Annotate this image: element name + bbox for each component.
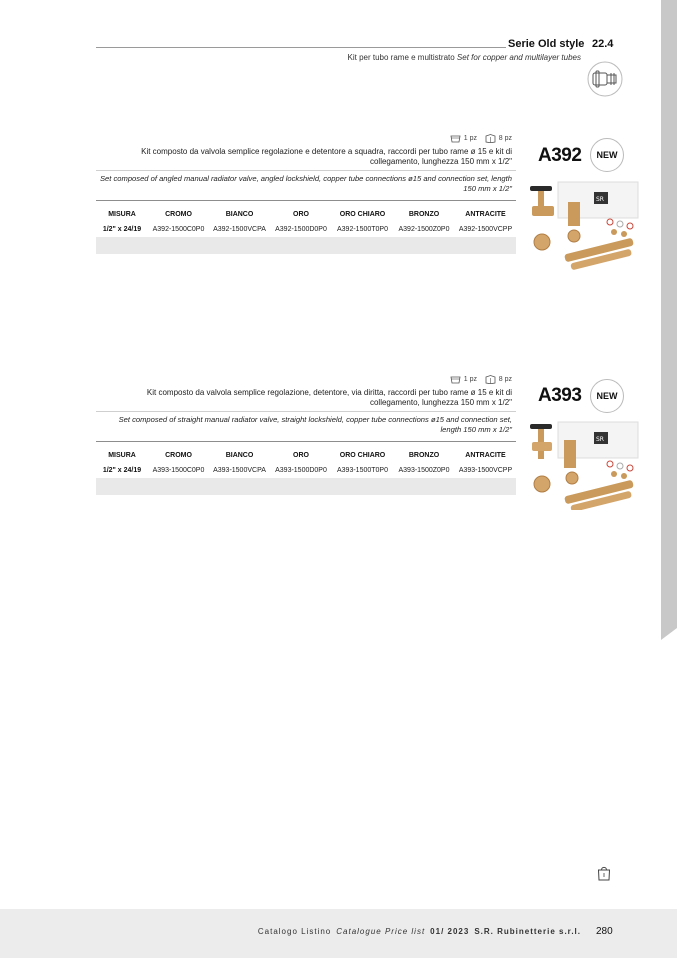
divider <box>96 200 516 201</box>
column-header: CROMO <box>165 452 192 459</box>
table-footer-band <box>96 237 516 254</box>
chapter-side-tab <box>661 0 677 628</box>
subtitle-english: Set for copper and multilayer tubes <box>456 53 581 62</box>
column-header: ANTRACITE <box>465 211 506 218</box>
pipe-fitting-icon <box>587 61 623 97</box>
single-piece-icon <box>450 375 461 384</box>
packaging-info <box>96 373 516 387</box>
article-code-cell: A392-1500T0P0 <box>337 226 388 233</box>
header-rule <box>96 47 506 48</box>
shopping-bag-icon[interactable] <box>597 865 611 881</box>
footer-edition: 01/ 2023 <box>430 927 470 936</box>
single-piece-icon <box>450 134 461 143</box>
table-header-row <box>96 448 516 463</box>
footer-catalog-en: Catalogue Price list <box>336 927 426 936</box>
table-header-row <box>96 207 516 222</box>
column-header: CROMO <box>165 211 192 218</box>
article-code-cell: A393-1500VCPA <box>213 467 266 474</box>
description-english: Set composed of straight manual radiator valve, straight lockshield, copper tube connections ø15 and connection set, length 150 mm x 1/2" <box>118 415 512 434</box>
variant-table <box>96 448 516 478</box>
box-pack-icon <box>485 375 496 384</box>
kit-a392 <box>96 132 516 254</box>
variant-table <box>96 207 516 237</box>
article-code-cell: A393-1500D0P0 <box>275 467 327 474</box>
svg-text:SR: SR <box>596 196 604 203</box>
table-row <box>96 222 516 237</box>
article-code-cell: A392-1500D0P0 <box>275 226 327 233</box>
article-code-cell: A392-1500VCPA <box>213 226 266 233</box>
description-english: Set composed of angled manual radiator valve, angled lockshield, copper tube connections ø15 and connection set, length 150 mm x 1/2" <box>99 174 512 193</box>
column-header: BRONZO <box>408 211 440 218</box>
footer-catalog-it: Catalogo Listino <box>257 927 332 936</box>
column-header: BRONZO <box>408 452 440 459</box>
footer-credits <box>258 927 581 936</box>
new-badge: NEW <box>590 138 624 172</box>
kit-a393 <box>96 373 516 495</box>
article-code-cell: A392-1500VCPP <box>458 226 513 233</box>
article-code-cell: A392-1500C0P0 <box>152 226 205 233</box>
article-code-cell: A393-1500VCPP <box>458 467 513 474</box>
product-code: A393 <box>538 385 582 406</box>
pack-single: 1 pz <box>450 134 477 143</box>
pack-box: 8 pz <box>485 375 512 384</box>
page-footer <box>0 909 677 958</box>
column-header: BIANCO <box>225 211 254 218</box>
pack-single: 1 pz <box>450 375 477 384</box>
size-cell: 1/2" x 24/19 <box>102 467 142 474</box>
series-subtitle <box>348 53 581 62</box>
divider <box>96 411 516 412</box>
product-code: A392 <box>538 145 582 166</box>
divider <box>96 441 516 442</box>
column-header: BIANCO <box>225 452 254 459</box>
new-badge: NEW <box>590 379 624 413</box>
column-header: ORO <box>293 452 309 459</box>
column-header: ANTRACITE <box>465 452 506 459</box>
footer-company: S.R. Rubinetterie s.r.l. <box>474 927 581 936</box>
table-footer-band <box>96 478 516 495</box>
table-row <box>96 463 516 478</box>
divider <box>96 170 516 171</box>
article-code-cell: A392-1500Z0P0 <box>398 226 450 233</box>
series-title: Serie Old style <box>508 38 585 50</box>
article-code-cell: A393-1500Z0P0 <box>398 467 450 474</box>
box-pack-icon <box>485 134 496 143</box>
series-number: 22.4 <box>592 38 614 50</box>
article-code-cell: A393-1500T0P0 <box>337 467 388 474</box>
column-header: ORO CHIARO <box>339 211 386 218</box>
subtitle-italian: Kit per tubo rame e multistrato <box>347 53 455 62</box>
size-cell: 1/2" x 24/19 <box>102 226 142 233</box>
column-header: MISURA <box>108 211 136 218</box>
column-header: MISURA <box>108 452 136 459</box>
svg-text:SR: SR <box>596 436 604 443</box>
pack-box: 8 pz <box>485 134 512 143</box>
packaging-info <box>96 132 516 146</box>
column-header: ORO <box>293 211 309 218</box>
product-image-a393 <box>524 418 644 510</box>
page-number: 280 <box>596 926 613 937</box>
article-code-cell: A393-1500C0P0 <box>152 467 205 474</box>
description-italian: Kit composto da valvola semplice regolazione, detentore, via diritta, raccordi per tubo rame ø 15 e kit di collegamento, lunghezza 150 mm x 1/2" <box>146 388 512 407</box>
product-image-a392 <box>524 178 644 270</box>
description-italian: Kit composto da valvola semplice regolazione e detentore a squadra, raccordi per tubo rame ø 15 e kit di collegamento, lunghezza 150 mm x 1/2" <box>141 147 512 166</box>
column-header: ORO CHIARO <box>339 452 386 459</box>
